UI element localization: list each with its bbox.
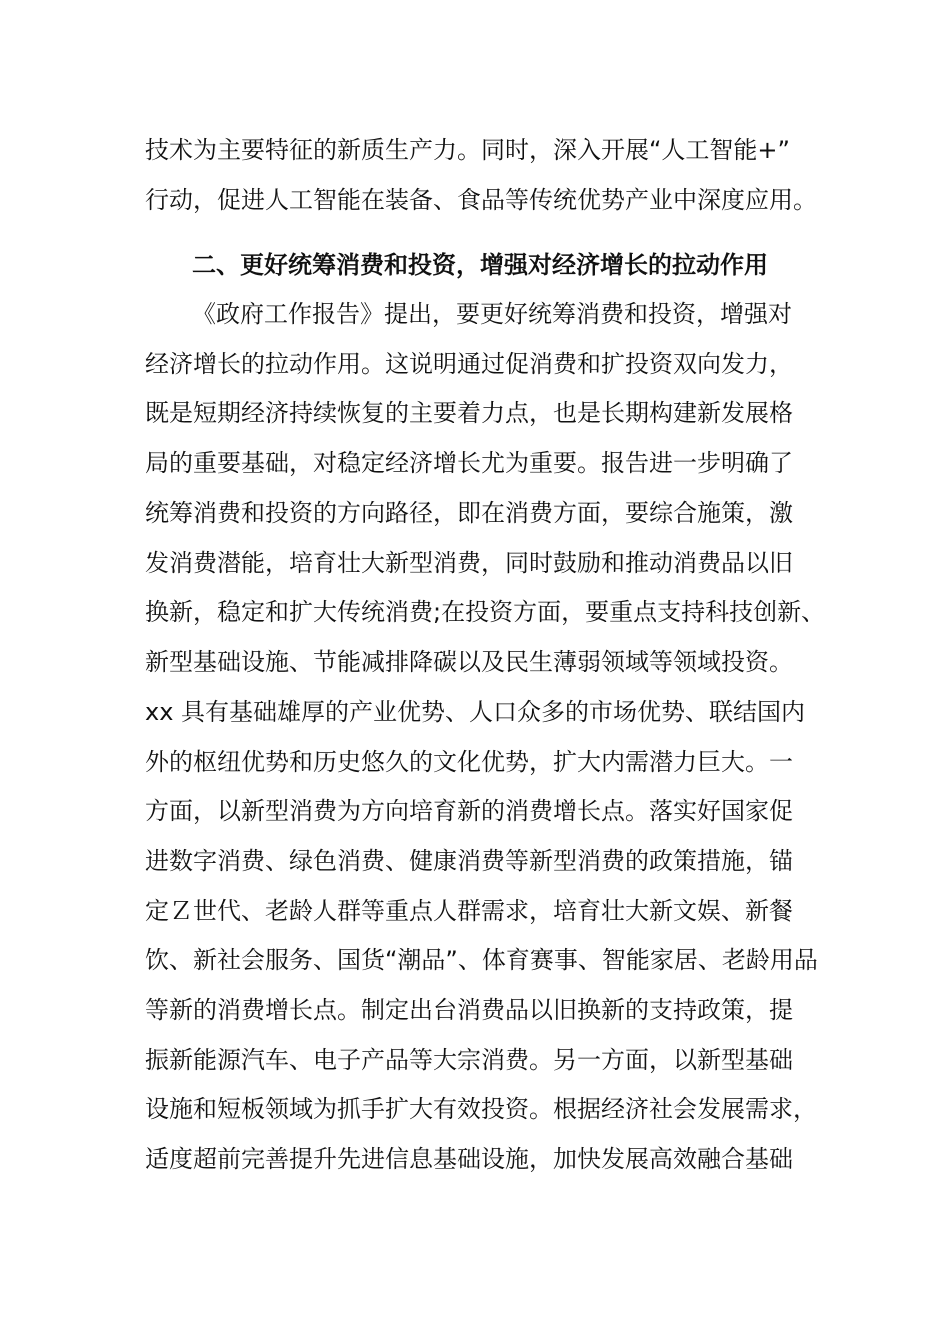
body-line-1: 技术为主要特征的新质生产力。同时，深入开展“人工智能+” — [145, 136, 790, 164]
body-line-12: xx 具有基础雄厚的产业优势、人口众多的市场优势、联结国内 — [145, 698, 806, 726]
body-line-6: 既是短期经济持续恢复的主要着力点，也是长期构建新发展格 — [145, 399, 793, 427]
body-line-17: 饮、新社会服务、国货“潮品”、体育赛事、智能家居、老龄用品 — [145, 946, 818, 974]
body-line-10: 换新，稳定和扩大传统消费;在投资方面，要重点支持科技创新、 — [145, 598, 826, 626]
body-line-9: 发消费潜能，培育壮大新型消费，同时鼓励和推动消费品以旧 — [145, 549, 793, 577]
paragraph-first-line: 《政府工作报告》提出，要更好统筹消费和投资，增强对 — [192, 300, 792, 328]
body-line-7: 局的重要基础，对稳定经济增长尤为重要。报告进一步明确了 — [145, 449, 793, 477]
body-line-5: 经济增长的拉动作用。这说明通过促消费和扩投资双向发力， — [145, 350, 793, 378]
body-line-13: 外的枢纽优势和历史悠久的文化优势，扩大内需潜力巨大。一 — [145, 748, 793, 776]
body-line-11: 新型基础设施、节能减排降碳以及民生薄弱领域等领域投资。 — [145, 648, 793, 676]
body-line-18: 等新的消费增长点。制定出台消费品以旧换新的支持政策，提 — [145, 996, 793, 1024]
body-line-14: 方面，以新型消费为方向培育新的消费增长点。落实好国家促 — [145, 797, 793, 825]
body-line-2: 行动，促进人工智能在装备、食品等传统优势产业中深度应用。 — [145, 186, 817, 214]
body-line-19: 振新能源汽车、电子产品等大宗消费。另一方面，以新型基础 — [145, 1046, 793, 1074]
body-line-8: 统筹消费和投资的方向路径，即在消费方面，要综合施策，激 — [145, 499, 793, 527]
body-line-15: 进数字消费、绿色消费、健康消费等新型消费的政策措施，锚 — [145, 847, 793, 875]
body-line-16: 定Ｚ世代、老龄人群等重点人群需求，培育壮大新文娱、新餐 — [145, 897, 793, 925]
section-heading: 二、更好统筹消费和投资，增强对经济增长的拉动作用 — [192, 251, 768, 279]
body-line-21: 适度超前完善提升先进信息基础设施，加快发展高效融合基础 — [145, 1145, 793, 1173]
body-line-20: 设施和短板领域为抓手扩大有效投资。根据经济社会发展需求， — [145, 1095, 817, 1123]
